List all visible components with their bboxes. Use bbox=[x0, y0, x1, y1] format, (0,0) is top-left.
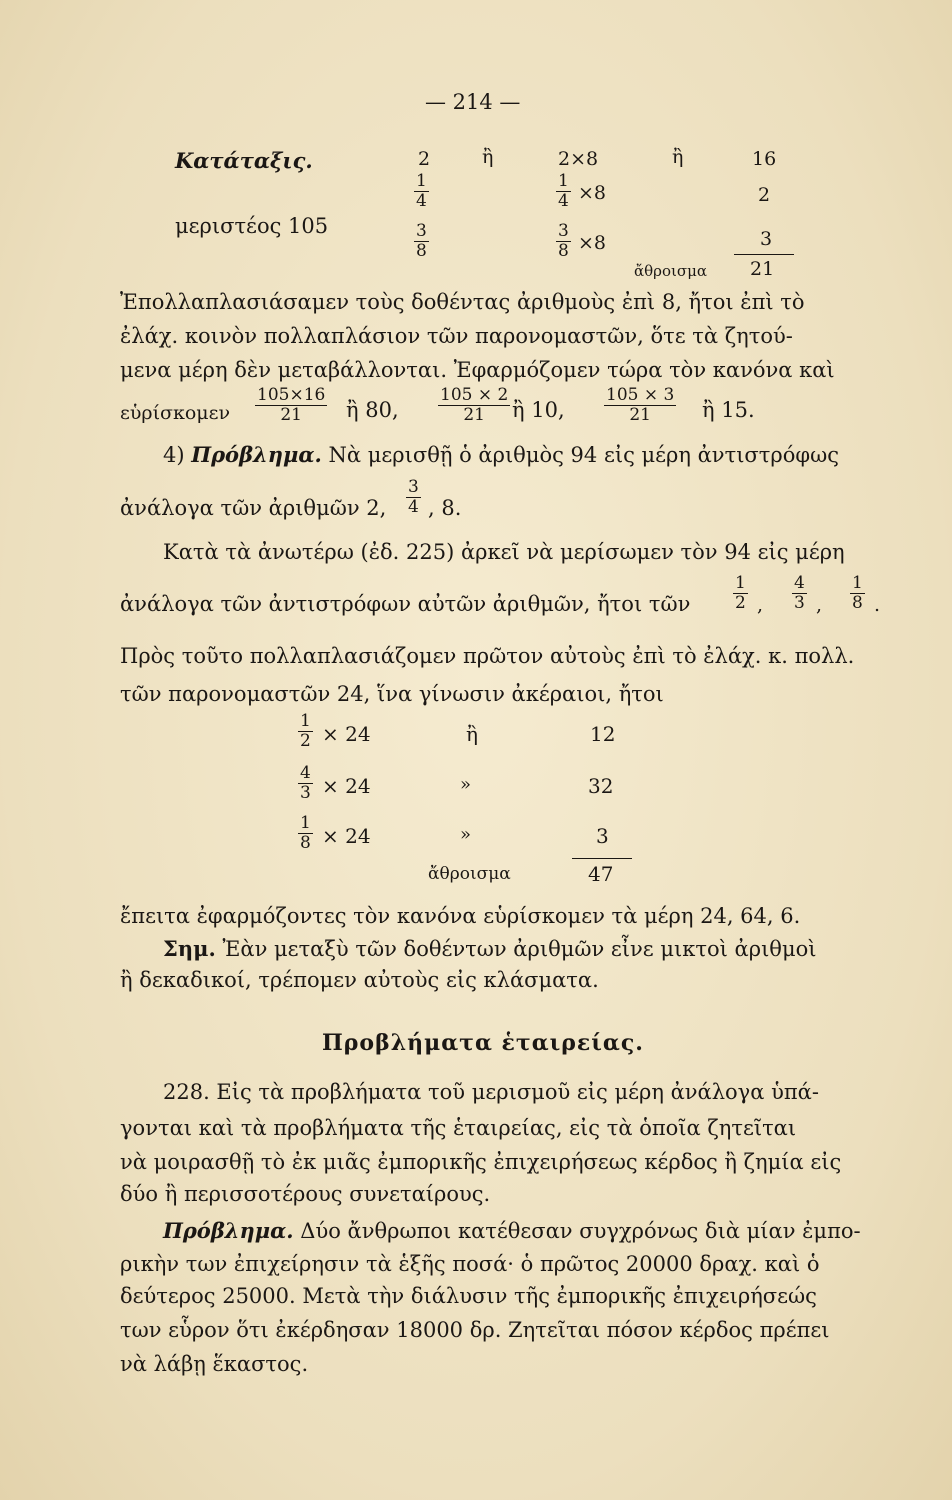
t2-row3-frac bbox=[298, 814, 313, 853]
t2-sum-rule bbox=[572, 858, 632, 859]
t2-row3-mul: × 24 bbox=[322, 824, 371, 848]
sum-label: ἄθροισμα bbox=[634, 262, 708, 280]
para2-frac-1 bbox=[733, 574, 748, 613]
sum-rule bbox=[734, 254, 794, 255]
t2-row1-mark: ἢ bbox=[466, 722, 478, 746]
frac-den: 3 bbox=[794, 593, 805, 613]
finding-frac-3 bbox=[604, 386, 676, 425]
para228-line1: 228. Εἰς τὰ προβλήματα τοῦ μερισμοῦ εἰς μέρη ἀνάλογα ὑπά- bbox=[163, 1080, 819, 1104]
finding-result-3: ἢ 15. bbox=[702, 398, 755, 422]
para2-sep-3: . bbox=[874, 594, 881, 616]
frac-num: 3 bbox=[408, 477, 419, 497]
arr-row1-a: 2 bbox=[418, 148, 431, 170]
para228-line3: νὰ μοιρασθῇ τὸ ἐκ μιᾶς ἐμπορικῆς ἐπιχειρήσεως κέρδος ἢ ζημία εἰς bbox=[120, 1150, 842, 1174]
arr-row1-b: 2×8 bbox=[558, 148, 599, 170]
frac-num: 1 bbox=[852, 573, 863, 593]
frac-num: 4 bbox=[300, 763, 311, 783]
frac-num: 1 bbox=[300, 813, 311, 833]
problem-last-line2: ρικὴν των ἐπιχείρησιν τὰ ἑξῆς ποσά· ὁ πρῶτος 20000 δραχ. καὶ ὁ bbox=[120, 1252, 820, 1276]
arr-row2-c: 2 bbox=[758, 184, 771, 206]
problem-last-text: Δύο ἄνθρωποι κατέθεσαν συγχρόνως διὰ μίαν ἐμπο- bbox=[300, 1219, 861, 1243]
problem4-line2: ἀνάλογα τῶν ἀριθμῶν 2, bbox=[120, 496, 387, 520]
t2-row2-mul: × 24 bbox=[322, 774, 371, 798]
arrangement-label: Κατάταξις. bbox=[175, 148, 313, 173]
note-text: Ἐὰν μεταξὺ τῶν δοθέντων ἀριθμῶν εἶνε μικτοὶ ἀριθμοὶ bbox=[222, 937, 817, 961]
page-number: — 214 — bbox=[425, 90, 521, 114]
arr-row3-b-tail: ×8 bbox=[578, 232, 607, 254]
frac-num: 105 × 2 bbox=[440, 385, 509, 405]
frac-num: 1 bbox=[300, 711, 311, 731]
para2-line4: τῶν παρονομαστῶν 24, ἵνα γίνωσιν ἀκέραιοι, ἤτοι bbox=[120, 682, 664, 706]
problem4-label: Πρόβλημα. bbox=[191, 442, 322, 467]
frac-den: 21 bbox=[463, 405, 485, 425]
arr-row3-frac bbox=[414, 222, 429, 261]
t2-sum-value: 47 bbox=[588, 862, 614, 886]
problem-last-line3: δεύτερος 25000. Μετὰ τὴν διάλυσιν τῆς ἐμπορικῆς ἐπιχειρήσεώς bbox=[120, 1284, 817, 1308]
frac-den: 8 bbox=[300, 833, 311, 853]
problem-last-line1 bbox=[163, 1218, 861, 1243]
finding-frac-1 bbox=[255, 386, 327, 425]
frac-den: 4 bbox=[416, 191, 427, 211]
para2-sep-2: , bbox=[816, 594, 823, 616]
note-line2: ἢ δεκαδικοί, τρέπομεν αὐτοὺς εἰς κλάσματα. bbox=[120, 968, 599, 992]
para2-line3: Πρὸς τοῦτο πολλαπλασιάζομεν πρῶτον αὐτοὺς ἐπὶ τὸ ἐλάχ. κ. πολλ. bbox=[120, 644, 855, 668]
para2-line2: ἀνάλογα τῶν ἀντιστρόφων αὐτῶν ἀριθμῶν, ἤτοι τῶν bbox=[120, 592, 691, 616]
t2-row2-mark: » bbox=[460, 774, 472, 795]
t2-sum-label: ἄθροισμα bbox=[428, 864, 511, 884]
problem4-line1 bbox=[163, 442, 839, 467]
t2-row2-frac bbox=[298, 764, 313, 803]
frac-den: 21 bbox=[280, 405, 302, 425]
frac-num: 3 bbox=[416, 221, 427, 241]
problem4-text: Νὰ μερισθῇ ὁ ἀριθμὸς 94 εἰς μέρη ἀντιστρόφως bbox=[328, 443, 839, 467]
frac-num: 105×16 bbox=[257, 385, 326, 405]
arr-or-1: ἢ bbox=[482, 146, 494, 168]
frac-num: 105 × 3 bbox=[606, 385, 675, 405]
para1-line3: μενα μέρη δὲν μεταβάλλονται. Ἐφαρμόζομεν τώρα τὸν κανόνα καὶ bbox=[120, 358, 835, 382]
frac-num: 1 bbox=[558, 171, 569, 191]
frac-num: 1 bbox=[416, 171, 427, 191]
frac-den: 2 bbox=[735, 593, 746, 613]
problem4-line2-tail: , 8. bbox=[428, 496, 462, 520]
divisor-label: μεριστέος 105 bbox=[175, 214, 329, 238]
problem4-prefix: 4) bbox=[163, 443, 185, 467]
note-line1 bbox=[163, 936, 816, 961]
t2-row1-val: 12 bbox=[590, 722, 616, 746]
t2-row1-frac bbox=[298, 712, 313, 751]
t2-row2-val: 32 bbox=[588, 774, 614, 798]
para2-frac-3 bbox=[850, 574, 865, 613]
finding-frac-2 bbox=[438, 386, 510, 425]
finding-word: εὑρίσκομεν bbox=[120, 402, 231, 424]
problem-last-line4: των εὗρον ὅτι ἐκέρδησαν 18000 δρ. Ζητεῖται πόσον κέρδος πρέπει bbox=[120, 1318, 830, 1342]
arr-row3-c: 3 bbox=[760, 228, 773, 250]
frac-den: 21 bbox=[629, 405, 651, 425]
para2-line1: Κατὰ τὰ ἀνωτέρω (ἐδ. 225) ἀρκεῖ νὰ μερίσωμεν τὸν 94 εἰς μέρη bbox=[163, 540, 845, 564]
arr-row2-frac bbox=[414, 172, 429, 211]
t2-row1-mul: × 24 bbox=[322, 722, 371, 746]
note-label: Σημ. bbox=[163, 936, 216, 961]
problem-last-line5: νὰ λάβῃ ἕκαστος. bbox=[120, 1352, 309, 1376]
frac-den: 8 bbox=[416, 241, 427, 261]
finding-result-1: ἢ 80, bbox=[346, 398, 399, 422]
t2-row3-val: 3 bbox=[596, 824, 609, 848]
frac-den: 4 bbox=[408, 497, 419, 517]
problem-last-label: Πρόβλημα. bbox=[163, 1218, 294, 1243]
section-title: Προβλήματα ἑταιρείας. bbox=[322, 1030, 644, 1056]
para2-frac-2 bbox=[792, 574, 807, 613]
problem4-frac bbox=[406, 478, 421, 517]
para228-line4: δύο ἢ περισσοτέρους συνεταίρους. bbox=[120, 1182, 491, 1206]
frac-den: 4 bbox=[558, 191, 569, 211]
frac-den: 2 bbox=[300, 731, 311, 751]
sum-value: 21 bbox=[750, 258, 775, 280]
frac-num: 4 bbox=[794, 573, 805, 593]
arr-row2-b-frac bbox=[556, 172, 571, 211]
frac-den: 3 bbox=[300, 783, 311, 803]
arr-or-2: ἢ bbox=[672, 146, 684, 168]
arr-row1-c: 16 bbox=[752, 148, 777, 170]
para1-line2: ἐλάχ. κοινὸν πολλαπλάσιον τῶν παρονομαστῶν, ὅτε τὰ ζητού- bbox=[120, 324, 793, 348]
frac-den: 8 bbox=[558, 241, 569, 261]
frac-num: 1 bbox=[735, 573, 746, 593]
finding-result-2: ἢ 10, bbox=[512, 398, 565, 422]
frac-den: 8 bbox=[852, 593, 863, 613]
para2-sep-1: , bbox=[757, 594, 764, 616]
t2-row3-mark: » bbox=[460, 824, 472, 845]
para228-line2: γονται καὶ τὰ προβλήματα τῆς ἑταιρείας, εἰς τὰ ὁποῖα ζητεῖται bbox=[120, 1116, 797, 1140]
arr-row2-b-tail: ×8 bbox=[578, 182, 607, 204]
frac-num: 3 bbox=[558, 221, 569, 241]
para1-line1: Ἐπολλαπλασιάσαμεν τοὺς δοθέντας ἀριθμοὺς ἐπὶ 8, ἤτοι ἐπὶ τὸ bbox=[120, 290, 805, 314]
para3-line1: ἔπειτα ἐφαρμόζοντες τὸν κανόνα εὑρίσκομεν τὰ μέρη 24, 64, 6. bbox=[120, 904, 801, 928]
arr-row3-b-frac bbox=[556, 222, 571, 261]
